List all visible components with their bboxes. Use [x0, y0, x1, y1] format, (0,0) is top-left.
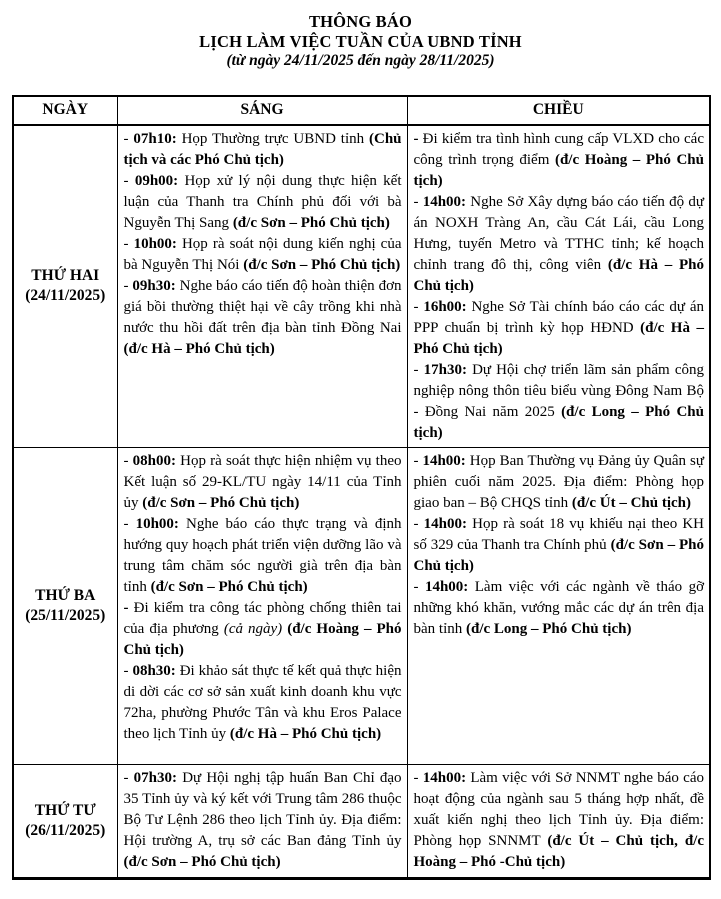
day-cell	[13, 447, 117, 764]
document-date-range: (từ ngày 24/11/2025 đến ngày 28/11/2025)	[226, 52, 495, 69]
schedule-entry	[124, 234, 402, 276]
text-segment: Họp rà soát nội dung kiến nghị của bà Nguyễn Thị Nói	[123, 235, 402, 273]
schedule-entry	[124, 451, 402, 514]
text-segment: 10h00:	[133, 235, 177, 252]
text-segment: -	[413, 130, 423, 147]
day-date: (24/11/2025)	[25, 287, 106, 304]
title-block	[0, 0, 721, 71]
text-segment: Đi khảo sát thực tế kết quả thực hiện di dời các cơ sở sản xuất kinh doanh khu vực 72ha, phường Phước Tân và khu Eros Palace theo lịch Tỉnh ủy	[123, 662, 402, 742]
text-segment: (đ/c Sơn – Phó Chủ tịch)	[243, 256, 401, 273]
text-segment: 07h10:	[133, 130, 177, 147]
text-segment: -	[123, 277, 133, 294]
text-segment: (đ/c Hoàng – Phó Chủ tịch)	[123, 620, 402, 658]
schedule-entry	[414, 192, 705, 297]
text-segment: (đ/c Sơn – Phó Chủ tịch)	[123, 853, 281, 870]
schedule-entry	[124, 661, 402, 745]
text-segment: Họp rà soát 18 vụ khiếu nại theo KH số 329 của Thanh tra Chính phủ	[413, 515, 704, 553]
morning-cell	[117, 764, 407, 878]
text-segment: (đ/c Hoàng – Phó Chủ tịch)	[413, 151, 704, 189]
afternoon-cell	[407, 764, 710, 878]
afternoon-cell	[407, 125, 710, 448]
text-segment: -	[123, 599, 134, 616]
schedule-entry	[124, 171, 402, 234]
text-segment: (đ/c Hà – Phó Chủ tịch)	[413, 319, 704, 357]
day-name: THỨ BA	[35, 586, 96, 604]
text-segment: -	[123, 452, 133, 469]
text-segment: 07h30:	[133, 769, 178, 786]
day-cell	[13, 125, 117, 448]
text-segment: (đ/c Sơn – Phó Chủ tịch)	[413, 536, 704, 574]
text-segment: 09h30:	[132, 277, 176, 294]
day-cell	[13, 764, 117, 878]
table-row	[13, 447, 710, 764]
schedule-entry	[414, 129, 705, 192]
day-date: (26/11/2025)	[25, 821, 106, 839]
schedule-entry	[124, 129, 402, 171]
text-segment: (đ/c Long – Phó Chủ tịch)	[466, 620, 632, 637]
schedule-entry	[414, 514, 705, 577]
text-segment: Đi kiểm tra công tác phòng chống thiên tai của địa phương	[123, 599, 402, 637]
schedule-entry	[414, 768, 705, 873]
text-segment: Họp xử lý nội dung thực hiện kết luận của Thanh tra Chính phủ đối với bà Nguyễn Thị Sang	[123, 172, 402, 231]
schedule-entry	[414, 451, 705, 514]
text-segment: -	[123, 515, 136, 532]
schedule-table	[12, 95, 711, 880]
document-title: THÔNG BÁO	[308, 12, 413, 31]
morning-cell	[117, 125, 407, 448]
text-segment: -	[413, 452, 423, 469]
text-segment: Đi kiểm tra tình hình cung cấp VLXD cho các công trình trọng điểm	[413, 130, 704, 168]
schedule-entry	[124, 276, 402, 360]
text-segment: -	[413, 769, 423, 786]
text-segment: Họp Thường trực UBND tỉnh	[176, 130, 369, 147]
text-segment: Họp rà soát thực hiện nhiệm vụ theo Kết luận số 29-KL/TU ngày 14/11 của Tỉnh ủy	[123, 452, 402, 511]
text-segment: Làm việc với Sở NNMT nghe báo cáo hoạt động của ngành sau 5 tháng hợp nhất, đề xuất kiến nghị theo lịch Tỉnh ủy. Địa điểm: Phòng họp SNNMT	[413, 769, 704, 849]
text-segment: -	[413, 515, 424, 532]
text-segment: -	[123, 235, 134, 252]
text-segment: 16h00:	[423, 298, 467, 315]
table-row	[13, 764, 710, 878]
column-header-morning: SÁNG	[117, 96, 407, 125]
text-segment: Làm việc với các ngành về tháo gỡ những khó khăn, vướng mắc các dự án trên địa bàn tỉnh	[413, 578, 704, 637]
schedule-entry	[124, 598, 402, 661]
text-segment: 14h00:	[422, 193, 467, 210]
text-segment: (đ/c Long – Phó Chủ tịch)	[413, 403, 704, 441]
text-segment: 14h00:	[424, 578, 469, 595]
text-segment: -	[413, 298, 424, 315]
morning-cell	[117, 447, 407, 764]
text-segment: -	[123, 172, 135, 189]
table-row	[13, 125, 710, 448]
header-row	[13, 96, 710, 125]
schedule-body	[13, 125, 710, 879]
text-segment: 14h00:	[422, 452, 466, 469]
text-segment: Nghe Sở Tài chính báo cáo các dự án PPP chuẩn bị trình kỳ họp HĐND	[413, 298, 704, 336]
text-segment: 09h00:	[134, 172, 179, 189]
day-name: THỨ TƯ	[34, 801, 96, 819]
text-segment: (đ/c Út – Chủ tịch, đ/c Hoàng – Phó -Chủ tịch)	[413, 832, 704, 870]
text-segment: Nghe báo cáo tiến độ hoàn thiện đơn giá bồi thường thiệt hại về cây trồng khi nhà nước thu hồi đất trên địa bàn tỉnh Đồng Nai	[123, 277, 402, 336]
text-segment: -	[413, 361, 424, 378]
document-subtitle: LỊCH LÀM VIỆC TUẦN CỦA UBND TỈNH	[199, 31, 522, 51]
text-segment: 08h30:	[132, 662, 176, 679]
text-segment: 14h00:	[423, 515, 467, 532]
text-segment: 10h00:	[135, 515, 179, 532]
text-segment: (Chủ tịch và các Phó Chủ tịch)	[123, 130, 402, 168]
text-segment: (đ/c Hà – Phó Chủ tịch)	[413, 256, 704, 294]
text-segment: Họp Ban Thường vụ Đảng ủy Quân sự phiên cuối năm 2025. Địa điểm: Phòng họp giao ban – Bộ CHQS tỉnh	[413, 452, 704, 511]
text-segment: -	[413, 578, 425, 595]
schedule-entry	[414, 577, 705, 640]
column-header-afternoon: CHIỀU	[407, 96, 710, 125]
schedule-entry	[414, 297, 705, 360]
text-segment: (cả ngày)	[223, 620, 283, 637]
text-segment: (đ/c Út – Chủ tịch)	[571, 494, 692, 511]
text-segment: 14h00:	[422, 769, 467, 786]
text-segment: -	[413, 193, 423, 210]
text-segment: Dự Hội chợ triển lãm sản phẩm công nghiệp nông thôn tiêu biểu vùng Đông Nam Bộ - Đồng Nai năm 2025	[413, 361, 704, 420]
text-segment: (đ/c Sơn – Phó Chủ tịch)	[142, 494, 300, 511]
text-segment: -	[123, 130, 134, 147]
afternoon-cell	[407, 447, 710, 764]
day-date: (25/11/2025)	[25, 606, 106, 624]
column-header-day: NGÀY	[13, 96, 117, 125]
text-segment: Dự Hội nghị tập huấn Ban Chỉ đạo 35 Tỉnh ủy và ký kết với Trung tâm 286 thuộc Bộ Tư Lệnh 286 theo lịch Tỉnh ủy. Địa điểm: Hội trường A, trụ sở các Ban đảng Tỉnh ủy	[123, 769, 402, 849]
text-segment: Nghe báo cáo thực trạng và định hướng quy hoạch phát triển viện dưỡng lão và trung tâm chăm sóc người già trên địa bàn tỉnh	[123, 515, 402, 595]
schedule-entry	[414, 360, 705, 444]
text-segment: (đ/c Hà – Phó Chủ tịch)	[123, 340, 275, 357]
day-name: THỨ HAI	[31, 267, 100, 284]
schedule-entry	[124, 514, 402, 598]
text-segment: -	[123, 662, 133, 679]
text-segment: (đ/c Hà – Phó Chủ tịch)	[229, 725, 382, 742]
text-segment: Nghe Sở Xây dựng báo cáo tiến độ dự án NOXH Tràng An, cầu Cát Lái, cầu Long Hưng, tuyến Metro và TTHC tỉnh; kế hoạch chỉnh trang đô thị, công viên	[413, 193, 704, 273]
text-segment: 17h30:	[423, 361, 467, 378]
text-segment: (đ/c Sơn – Phó Chủ tịch)	[150, 578, 308, 595]
schedule-entry	[124, 768, 402, 873]
text-segment: 08h00:	[132, 452, 176, 469]
text-segment: (đ/c Sơn – Phó Chủ tịch)	[232, 214, 390, 231]
text-segment: -	[123, 769, 134, 786]
